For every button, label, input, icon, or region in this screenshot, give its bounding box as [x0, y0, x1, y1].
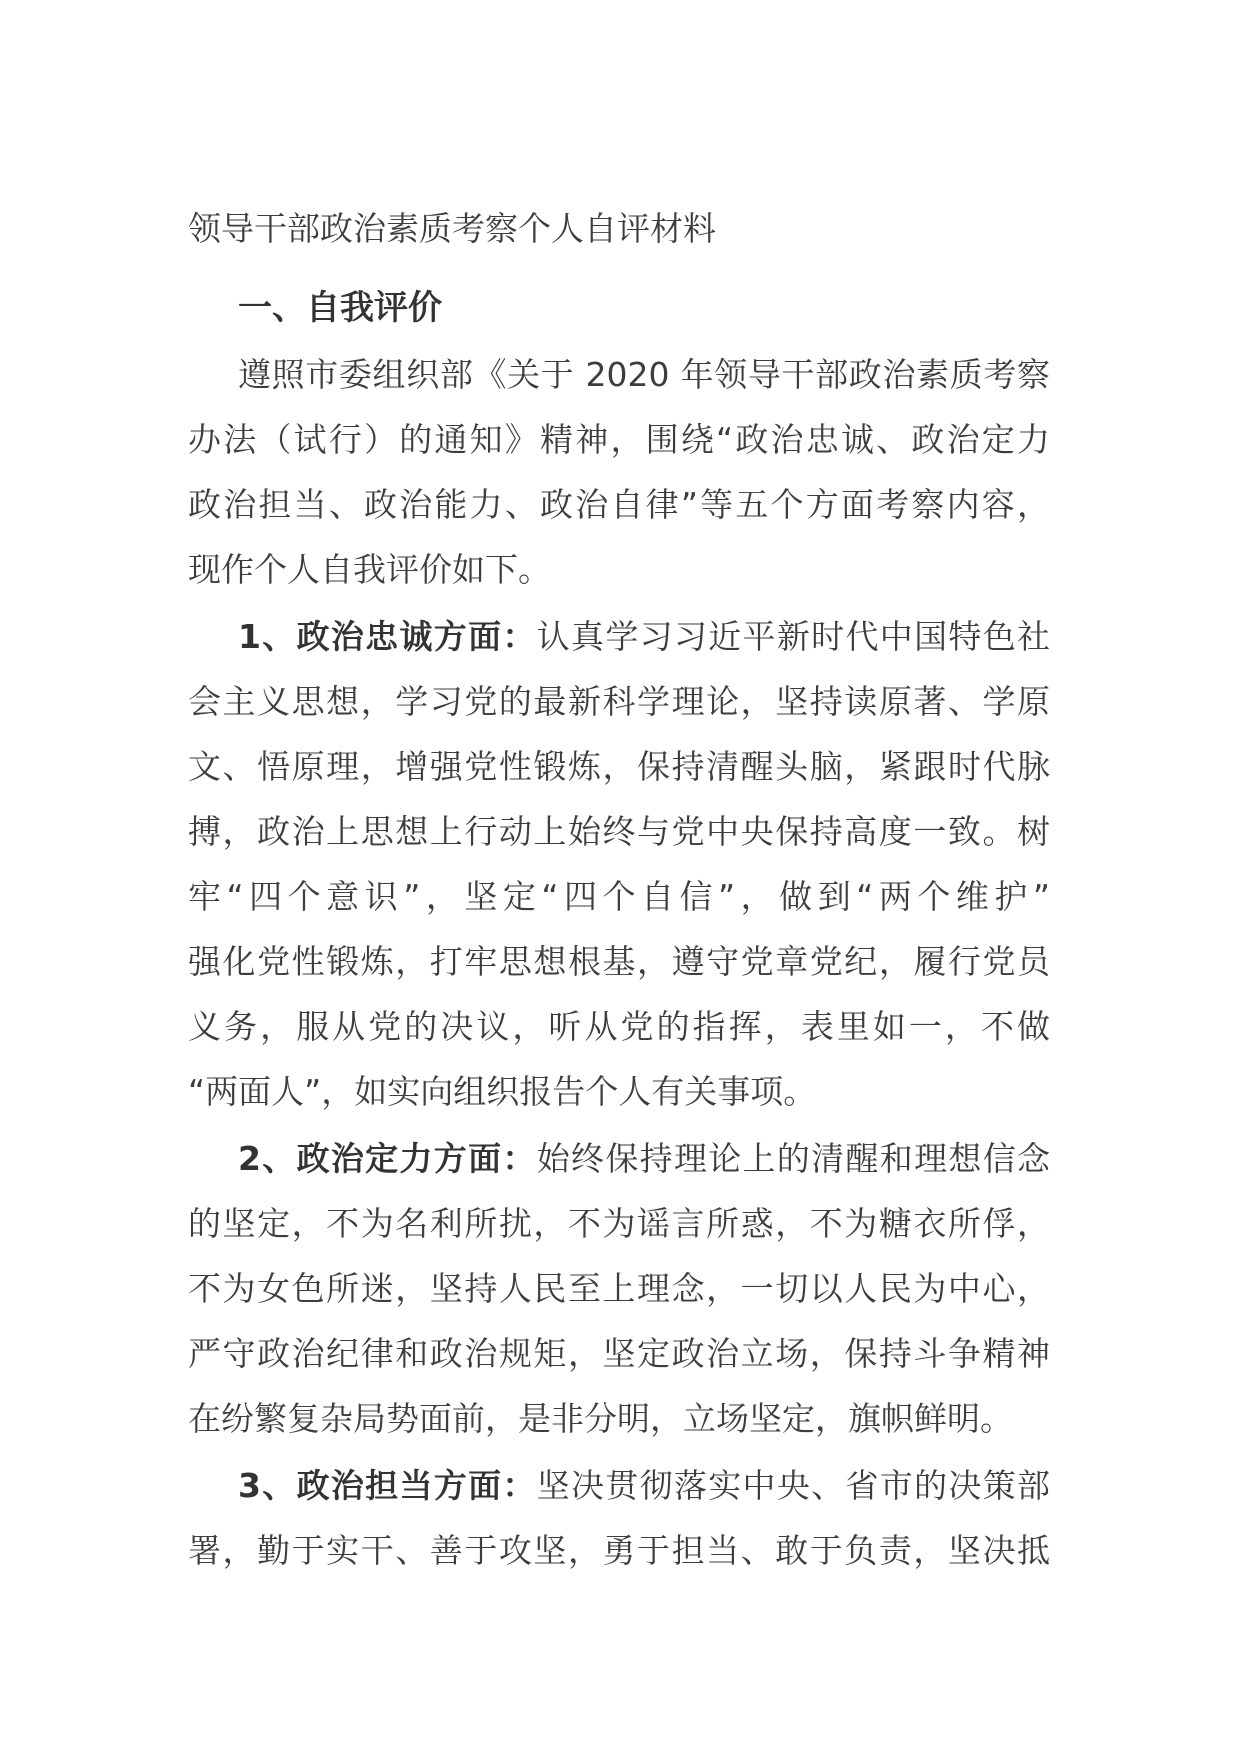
section-heading: 一、自我评价: [238, 288, 442, 328]
document-title: 领导干部政治素质考察个人自评材料: [188, 209, 716, 248]
text-line: 政治担当、政治能力、政治自律”等五个方面考察内容，: [188, 485, 1050, 524]
text-line: [188, 604, 1050, 669]
item-text: 始终保持理论上的清醒和理想信念: [536, 1139, 1050, 1178]
item-text: 认真学习习近平新时代中国特色社: [536, 617, 1050, 656]
text-line: 义务，服从党的决议，听从党的指挥，表里如一，不做: [188, 1007, 1050, 1046]
text-line: 署，勤于实干、善于攻坚，勇于担当、敢于负责，坚决抵: [188, 1531, 1050, 1570]
text-line: 现作个人自我评价如下。: [188, 550, 551, 589]
text-line: 不为女色所迷，坚持人民至上理念，一切以人民为中心，: [188, 1269, 1050, 1308]
text-line: 的坚定，不为名利所扰，不为谣言所惑，不为糖衣所俘，: [188, 1204, 1050, 1243]
text-line: 办法（试行）的通知》精神，围绕“政治忠诚、政治定力: [188, 420, 1050, 459]
text-line: 会主义思想，学习党的最新科学理论，坚持读原著、学原: [188, 682, 1050, 721]
text-line: 在纷繁复杂局势面前，是非分明，立场坚定，旗帜鲜明。: [188, 1399, 1013, 1438]
text-line: 遵照市委组织部《关于 2020 年领导干部政治素质考察: [238, 355, 1050, 394]
item-political-responsibility: [188, 1453, 1050, 1583]
intro-paragraph: [188, 342, 1050, 602]
document-body: [188, 342, 1050, 1585]
text-line: 严守政治纪律和政治规矩，坚定政治立场，保持斗争精神: [188, 1334, 1050, 1373]
text-line: 文、悟原理，增强党性锻炼，保持清醒头脑，紧跟时代脉: [188, 747, 1050, 786]
item-political-loyalty: [188, 604, 1050, 1124]
item-political-resolve: [188, 1126, 1050, 1451]
text-line: “两面人”，如实向组织报告个人有关事项。: [188, 1072, 817, 1111]
text-line: [188, 1126, 1050, 1191]
text-line: 强化党性锻炼，打牢思想根基，遵守党章党纪，履行党员: [188, 942, 1050, 981]
text-line: 搏，政治上思想上行动上始终与党中央保持高度一致。树: [188, 812, 1050, 851]
text-line: [188, 1453, 1050, 1518]
item-label: 3、政治担当方面：: [238, 1466, 537, 1505]
text-line: 牢“四个意识”，坚定“四个自信”，做到“两个维护”: [188, 877, 1050, 916]
item-text: 坚决贯彻落实中央、省市的决策部: [536, 1466, 1050, 1505]
item-label: 1、政治忠诚方面：: [238, 617, 537, 656]
item-label: 2、政治定力方面：: [238, 1139, 537, 1178]
